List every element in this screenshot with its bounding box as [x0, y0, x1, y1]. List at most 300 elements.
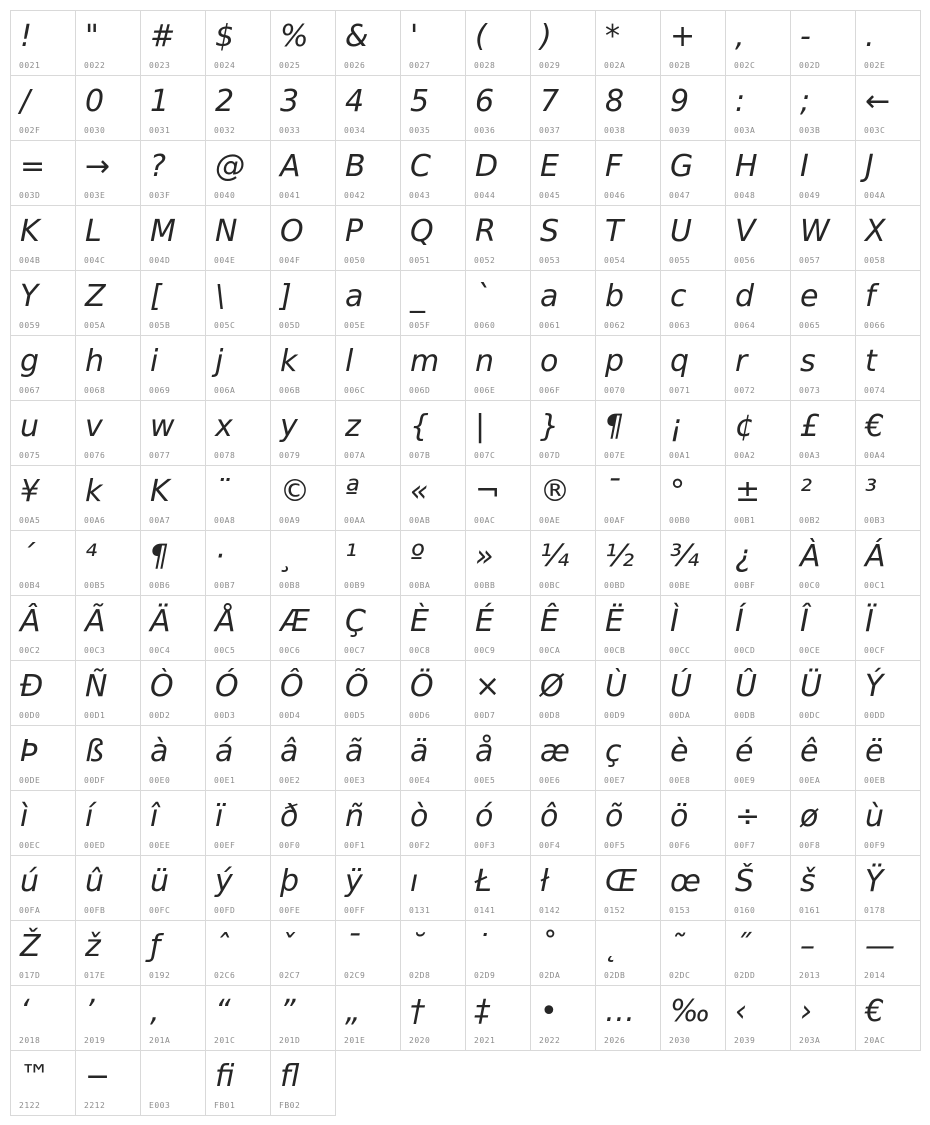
glyph-char: «: [410, 474, 429, 509]
glyph-cell: [75, 790, 141, 856]
glyph-cell: [400, 270, 466, 336]
glyph-code: 0034: [344, 126, 366, 135]
glyph-cell: [595, 75, 661, 141]
glyph-cell: [725, 660, 791, 726]
glyph-cell: [10, 660, 76, 726]
glyph-char: ñ: [345, 799, 365, 834]
glyph-code: 00C2: [19, 646, 41, 655]
glyph-cell: [335, 595, 401, 661]
glyph-cell: [530, 140, 596, 206]
glyph-char: u: [20, 409, 40, 444]
glyph-code: 2018: [19, 1036, 41, 1045]
glyph-char: ½: [605, 539, 635, 574]
glyph-code: 0048: [734, 191, 756, 200]
glyph-cell: [790, 400, 856, 466]
glyph-char: |: [475, 409, 486, 444]
glyph-code: 006A: [214, 386, 236, 395]
glyph-char: â: [280, 734, 299, 769]
glyph-cell: [790, 270, 856, 336]
glyph-cell: [530, 530, 596, 596]
glyph-char: ”: [280, 994, 296, 1029]
glyph-char: %: [280, 19, 309, 54]
glyph-cell: [270, 335, 336, 401]
glyph-char: w: [150, 409, 175, 444]
glyph-char: Í: [735, 604, 744, 639]
glyph-code: 00C5: [214, 646, 236, 655]
glyph-char: F: [605, 149, 623, 184]
glyph-code: 00B7: [214, 581, 236, 590]
glyph-cell: [270, 10, 336, 76]
glyph-cell: [660, 335, 726, 401]
glyph-cell: [465, 855, 531, 921]
glyph-code: 0056: [734, 256, 756, 265]
glyph-code: 0072: [734, 386, 756, 395]
glyph-code: 00F9: [864, 841, 886, 850]
glyph-code: E003: [149, 1101, 171, 1110]
glyph-char: „: [345, 994, 361, 1029]
glyph-char: .: [865, 19, 875, 54]
glyph-code: 201D: [279, 1036, 301, 1045]
glyph-code: 00BA: [409, 581, 431, 590]
glyph-code: 0065: [799, 321, 821, 330]
glyph-code: 00D4: [279, 711, 301, 720]
glyph-cell: [140, 75, 206, 141]
glyph-cell: [10, 1050, 76, 1116]
glyph-code: 0192: [149, 971, 171, 980]
glyph-cell: [725, 270, 791, 336]
glyph-cell: [530, 985, 596, 1051]
glyph-char: →: [85, 149, 111, 184]
glyph-char: ·: [215, 539, 225, 574]
glyph-cell: [270, 790, 336, 856]
glyph-cell: [530, 10, 596, 76]
glyph-char: ÿ: [345, 864, 363, 899]
glyph-cell: [790, 465, 856, 531]
glyph-code: 0047: [669, 191, 691, 200]
glyph-char: ÷: [735, 799, 761, 834]
glyph-code: 2013: [799, 971, 821, 980]
glyph-cell: [335, 270, 401, 336]
glyph-char: −: [85, 1059, 111, 1094]
glyph-cell: [270, 270, 336, 336]
glyph-cell: [660, 595, 726, 661]
glyph-cell: [205, 1050, 271, 1116]
glyph-char: k: [85, 474, 103, 509]
glyph-cell: [660, 855, 726, 921]
glyph-char: A: [280, 149, 301, 184]
glyph-char: M: [150, 214, 176, 249]
glyph-code: 00A8: [214, 516, 236, 525]
glyph-code: 002A: [604, 61, 626, 70]
glyph-code: 0161: [799, 906, 821, 915]
glyph-cell: [855, 10, 921, 76]
glyph-char: @: [215, 149, 245, 184]
glyph-cell: [465, 985, 531, 1051]
glyph-code: 00A7: [149, 516, 171, 525]
glyph-code: 00DC: [799, 711, 821, 720]
glyph-cell: [790, 790, 856, 856]
glyph-char: ¶: [150, 539, 170, 574]
glyph-cell: [400, 10, 466, 76]
glyph-char: ˜: [670, 929, 685, 964]
glyph-cell: [725, 205, 791, 271]
glyph-char: L: [85, 214, 102, 249]
glyph-cell: [465, 465, 531, 531]
glyph-cell: [790, 725, 856, 791]
glyph-char: ´: [20, 539, 35, 574]
glyph-code: 0049: [799, 191, 821, 200]
glyph-cell: [725, 75, 791, 141]
glyph-code: 2022: [539, 1036, 561, 1045]
glyph-cell: [400, 140, 466, 206]
glyph-char: ¹: [345, 539, 358, 574]
glyph-cell: [205, 140, 271, 206]
glyph-cell: [400, 75, 466, 141]
glyph-cell: [75, 855, 141, 921]
glyph-cell: [270, 725, 336, 791]
glyph-cell: [530, 335, 596, 401]
glyph-cell: [400, 400, 466, 466]
glyph-code: 007C: [474, 451, 496, 460]
glyph-char: E: [540, 149, 559, 184]
glyph-code: 0025: [279, 61, 301, 70]
glyph-code: 00BF: [734, 581, 756, 590]
glyph-cell: [205, 985, 271, 1051]
glyph-cell: [790, 205, 856, 271]
glyph-cell: [790, 140, 856, 206]
glyph-cell: [400, 530, 466, 596]
glyph-char: Û: [735, 669, 757, 704]
glyph-char: ï: [215, 799, 224, 834]
glyph-char: ¯: [605, 474, 620, 509]
glyph-char: 9: [670, 84, 690, 119]
glyph-code: 0141: [474, 906, 496, 915]
glyph-char: ¼: [540, 539, 570, 574]
glyph-cell: [270, 75, 336, 141]
glyph-char: é: [735, 734, 754, 769]
glyph-char: D: [475, 149, 499, 184]
glyph-char: /: [20, 84, 31, 119]
glyph-code: 0075: [19, 451, 41, 460]
glyph-code: 00F6: [669, 841, 691, 850]
glyph-code: 006C: [344, 386, 366, 395]
glyph-char: Z: [85, 279, 106, 314]
glyph-code: 02D9: [474, 971, 496, 980]
glyph-char: œ: [670, 864, 701, 899]
glyph-code: 0026: [344, 61, 366, 70]
glyph-cell: [465, 205, 531, 271]
glyph-code: 00A5: [19, 516, 41, 525]
glyph-char: ˝: [735, 929, 750, 964]
glyph-cell: [400, 725, 466, 791]
glyph-cell: [465, 660, 531, 726]
glyph-code: 00C3: [84, 646, 106, 655]
glyph-cell: [400, 205, 466, 271]
glyph-code: 00E8: [669, 776, 691, 785]
glyph-char: æ: [540, 734, 570, 769]
glyph-cell: [790, 855, 856, 921]
glyph-code: 00FD: [214, 906, 236, 915]
glyph-char: Y: [20, 279, 39, 314]
glyph-cell: [205, 855, 271, 921]
glyph-code: 004B: [19, 256, 41, 265]
glyph-code: 00FB: [84, 906, 106, 915]
glyph-cell: [400, 335, 466, 401]
glyph-char: h: [85, 344, 105, 379]
glyph-code: 00D3: [214, 711, 236, 720]
glyph-char: g: [20, 344, 40, 379]
glyph-char: N: [215, 214, 238, 249]
glyph-char: =: [20, 149, 46, 184]
glyph-cell: [725, 855, 791, 921]
glyph-char: Å: [215, 604, 236, 639]
glyph-cell: [790, 595, 856, 661]
glyph-code: 00A9: [279, 516, 301, 525]
glyph-cell: [75, 920, 141, 986]
glyph-char: p: [605, 344, 625, 379]
glyph-char: ‹: [735, 994, 747, 1029]
glyph-code: 2019: [84, 1036, 106, 1045]
glyph-code: 02D8: [409, 971, 431, 980]
glyph-char: þ: [280, 864, 300, 899]
glyph-code: 00D6: [409, 711, 431, 720]
glyph-cell: [205, 205, 271, 271]
glyph-char: ˚: [540, 929, 555, 964]
glyph-code: 007E: [604, 451, 626, 460]
glyph-cell: [75, 725, 141, 791]
glyph-cell: [140, 205, 206, 271]
glyph-cell: [10, 465, 76, 531]
glyph-char: Ñ: [85, 669, 108, 704]
glyph-cell: [595, 660, 661, 726]
glyph-code: 00E5: [474, 776, 496, 785]
glyph-char: *: [605, 19, 620, 54]
glyph-cell: [400, 920, 466, 986]
glyph-cell: [595, 855, 661, 921]
glyph-cell: [335, 660, 401, 726]
glyph-code: 0068: [84, 386, 106, 395]
glyph-char: ã: [345, 734, 364, 769]
glyph-char: Ø: [540, 669, 564, 704]
glyph-char: Đ: [20, 669, 44, 704]
glyph-char: ?: [150, 149, 166, 184]
glyph-code: 002E: [864, 61, 886, 70]
glyph-char: £: [800, 409, 820, 444]
glyph-code: 2020: [409, 1036, 431, 1045]
glyph-code: 00DE: [19, 776, 41, 785]
glyph-code: 00B9: [344, 581, 366, 590]
glyph-char: ı: [410, 864, 419, 899]
glyph-code: 0043: [409, 191, 431, 200]
glyph-char: ð: [280, 799, 299, 834]
glyph-code: 0074: [864, 386, 886, 395]
glyph-cell: [725, 465, 791, 531]
glyph-code: 00FA: [19, 906, 41, 915]
glyph-cell: [530, 595, 596, 661]
glyph-cell: [205, 660, 271, 726]
glyph-cell: [855, 270, 921, 336]
glyph-code: 00B4: [19, 581, 41, 590]
glyph-cell: [465, 335, 531, 401]
glyph-char: G: [670, 149, 694, 184]
glyph-code: 201C: [214, 1036, 236, 1045]
glyph-char: i: [150, 344, 159, 379]
glyph-cell: [140, 920, 206, 986]
glyph-char: k: [280, 344, 298, 379]
glyph-code: 00C1: [864, 581, 886, 590]
glyph-char: ž: [85, 929, 101, 964]
glyph-char: ¢: [735, 409, 755, 444]
glyph-code: 0038: [604, 126, 626, 135]
glyph-code: 00C4: [149, 646, 171, 655]
glyph-code: 0060: [474, 321, 496, 330]
glyph-cell: [790, 920, 856, 986]
glyph-code: 00D1: [84, 711, 106, 720]
glyph-code: 00B5: [84, 581, 106, 590]
glyph-code: 017D: [19, 971, 41, 980]
glyph-code: 0050: [344, 256, 366, 265]
glyph-code: 003F: [149, 191, 171, 200]
glyph-cell: [140, 595, 206, 661]
glyph-cell: [140, 530, 206, 596]
glyph-char: Þ: [20, 734, 39, 769]
glyph-code: 02DA: [539, 971, 561, 980]
glyph-char: ←: [865, 84, 891, 119]
glyph-code: 00CA: [539, 646, 561, 655]
glyph-cell: [790, 10, 856, 76]
glyph-code: 0023: [149, 61, 171, 70]
glyph-char: õ: [605, 799, 624, 834]
glyph-code: 00E2: [279, 776, 301, 785]
glyph-cell: [335, 985, 401, 1051]
glyph-code: 02DC: [669, 971, 691, 980]
glyph-cell: [75, 465, 141, 531]
glyph-cell: [335, 75, 401, 141]
glyph-cell: [205, 465, 271, 531]
glyph-char: ": [85, 19, 99, 54]
glyph-char: ˉ: [345, 929, 360, 964]
glyph-cell: [530, 725, 596, 791]
glyph-char: 5: [410, 84, 430, 119]
glyph-code: 00CF: [864, 646, 886, 655]
glyph-code: 005B: [149, 321, 171, 330]
glyph-char: À: [800, 539, 821, 574]
glyph-char: ¨: [215, 474, 230, 509]
glyph-cell: [10, 400, 76, 466]
glyph-cell: [140, 400, 206, 466]
glyph-code: 00A1: [669, 451, 691, 460]
glyph-code: FB02: [279, 1101, 301, 1110]
glyph-char: K: [150, 474, 170, 509]
glyph-char: ø: [800, 799, 819, 834]
glyph-char: Ê: [540, 604, 559, 639]
glyph-char: Ä: [150, 604, 171, 639]
glyph-char: I: [800, 149, 809, 184]
glyph-code: 0045: [539, 191, 561, 200]
glyph-cell: [75, 660, 141, 726]
glyph-cell: [10, 595, 76, 661]
glyph-cell: [660, 790, 726, 856]
glyph-code: 00BC: [539, 581, 561, 590]
glyph-cell: [140, 725, 206, 791]
glyph-code: 00D9: [604, 711, 626, 720]
glyph-char: ý: [215, 864, 233, 899]
glyph-char: ’: [85, 994, 95, 1029]
glyph-cell: [855, 465, 921, 531]
glyph-cell: [205, 335, 271, 401]
glyph-char: (: [475, 19, 487, 54]
glyph-char: š: [800, 864, 816, 899]
glyph-code: 00EC: [19, 841, 41, 850]
glyph-code: 0078: [214, 451, 236, 460]
glyph-code: 0028: [474, 61, 496, 70]
glyph-code: 2122: [19, 1101, 41, 1110]
glyph-code: 004A: [864, 191, 886, 200]
glyph-code: 0073: [799, 386, 821, 395]
glyph-code: 003A: [734, 126, 756, 135]
glyph-char: ‘: [20, 994, 30, 1029]
glyph-char: #: [150, 19, 176, 54]
glyph-code: 0042: [344, 191, 366, 200]
glyph-cell: [140, 790, 206, 856]
glyph-char: f: [865, 279, 876, 314]
glyph-code: 005F: [409, 321, 431, 330]
glyph-code: 0178: [864, 906, 886, 915]
glyph-cell: [335, 10, 401, 76]
glyph-char: 2: [215, 84, 235, 119]
glyph-code: 2030: [669, 1036, 691, 1045]
glyph-cell: [790, 660, 856, 726]
glyph-code: 00FC: [149, 906, 171, 915]
glyph-code: 0044: [474, 191, 496, 200]
glyph-code: 00CC: [669, 646, 691, 655]
glyph-cell: [75, 75, 141, 141]
glyph-cell: [140, 855, 206, 921]
glyph-char: ×: [475, 669, 501, 704]
glyph-cell: [660, 985, 726, 1051]
glyph-code: 00E4: [409, 776, 431, 785]
glyph-char: å: [475, 734, 494, 769]
glyph-code: 0029: [539, 61, 561, 70]
glyph-cell: [660, 140, 726, 206]
glyph-char: ‰: [670, 994, 711, 1029]
glyph-char: U: [670, 214, 692, 249]
glyph-cell: [270, 595, 336, 661]
glyph-code: 203A: [799, 1036, 821, 1045]
glyph-char: _: [410, 279, 425, 314]
glyph-char: V: [735, 214, 756, 249]
glyph-cell: [725, 920, 791, 986]
glyph-code: 007D: [539, 451, 561, 460]
glyph-cell: [530, 660, 596, 726]
glyph-code: 00D8: [539, 711, 561, 720]
glyph-cell: [790, 335, 856, 401]
glyph-cell: [725, 985, 791, 1051]
glyph-code: 00AC: [474, 516, 496, 525]
glyph-code: 0079: [279, 451, 301, 460]
glyph-char: q: [670, 344, 690, 379]
glyph-char: &: [345, 19, 369, 54]
glyph-cell: [75, 10, 141, 76]
glyph-cell: [660, 270, 726, 336]
glyph-code: 00AF: [604, 516, 626, 525]
glyph-cell: [335, 790, 401, 856]
glyph-code: 0142: [539, 906, 561, 915]
glyph-char: `: [475, 279, 490, 314]
glyph-char: j: [215, 344, 224, 379]
glyph-char: X: [865, 214, 886, 249]
glyph-cell: [140, 465, 206, 531]
